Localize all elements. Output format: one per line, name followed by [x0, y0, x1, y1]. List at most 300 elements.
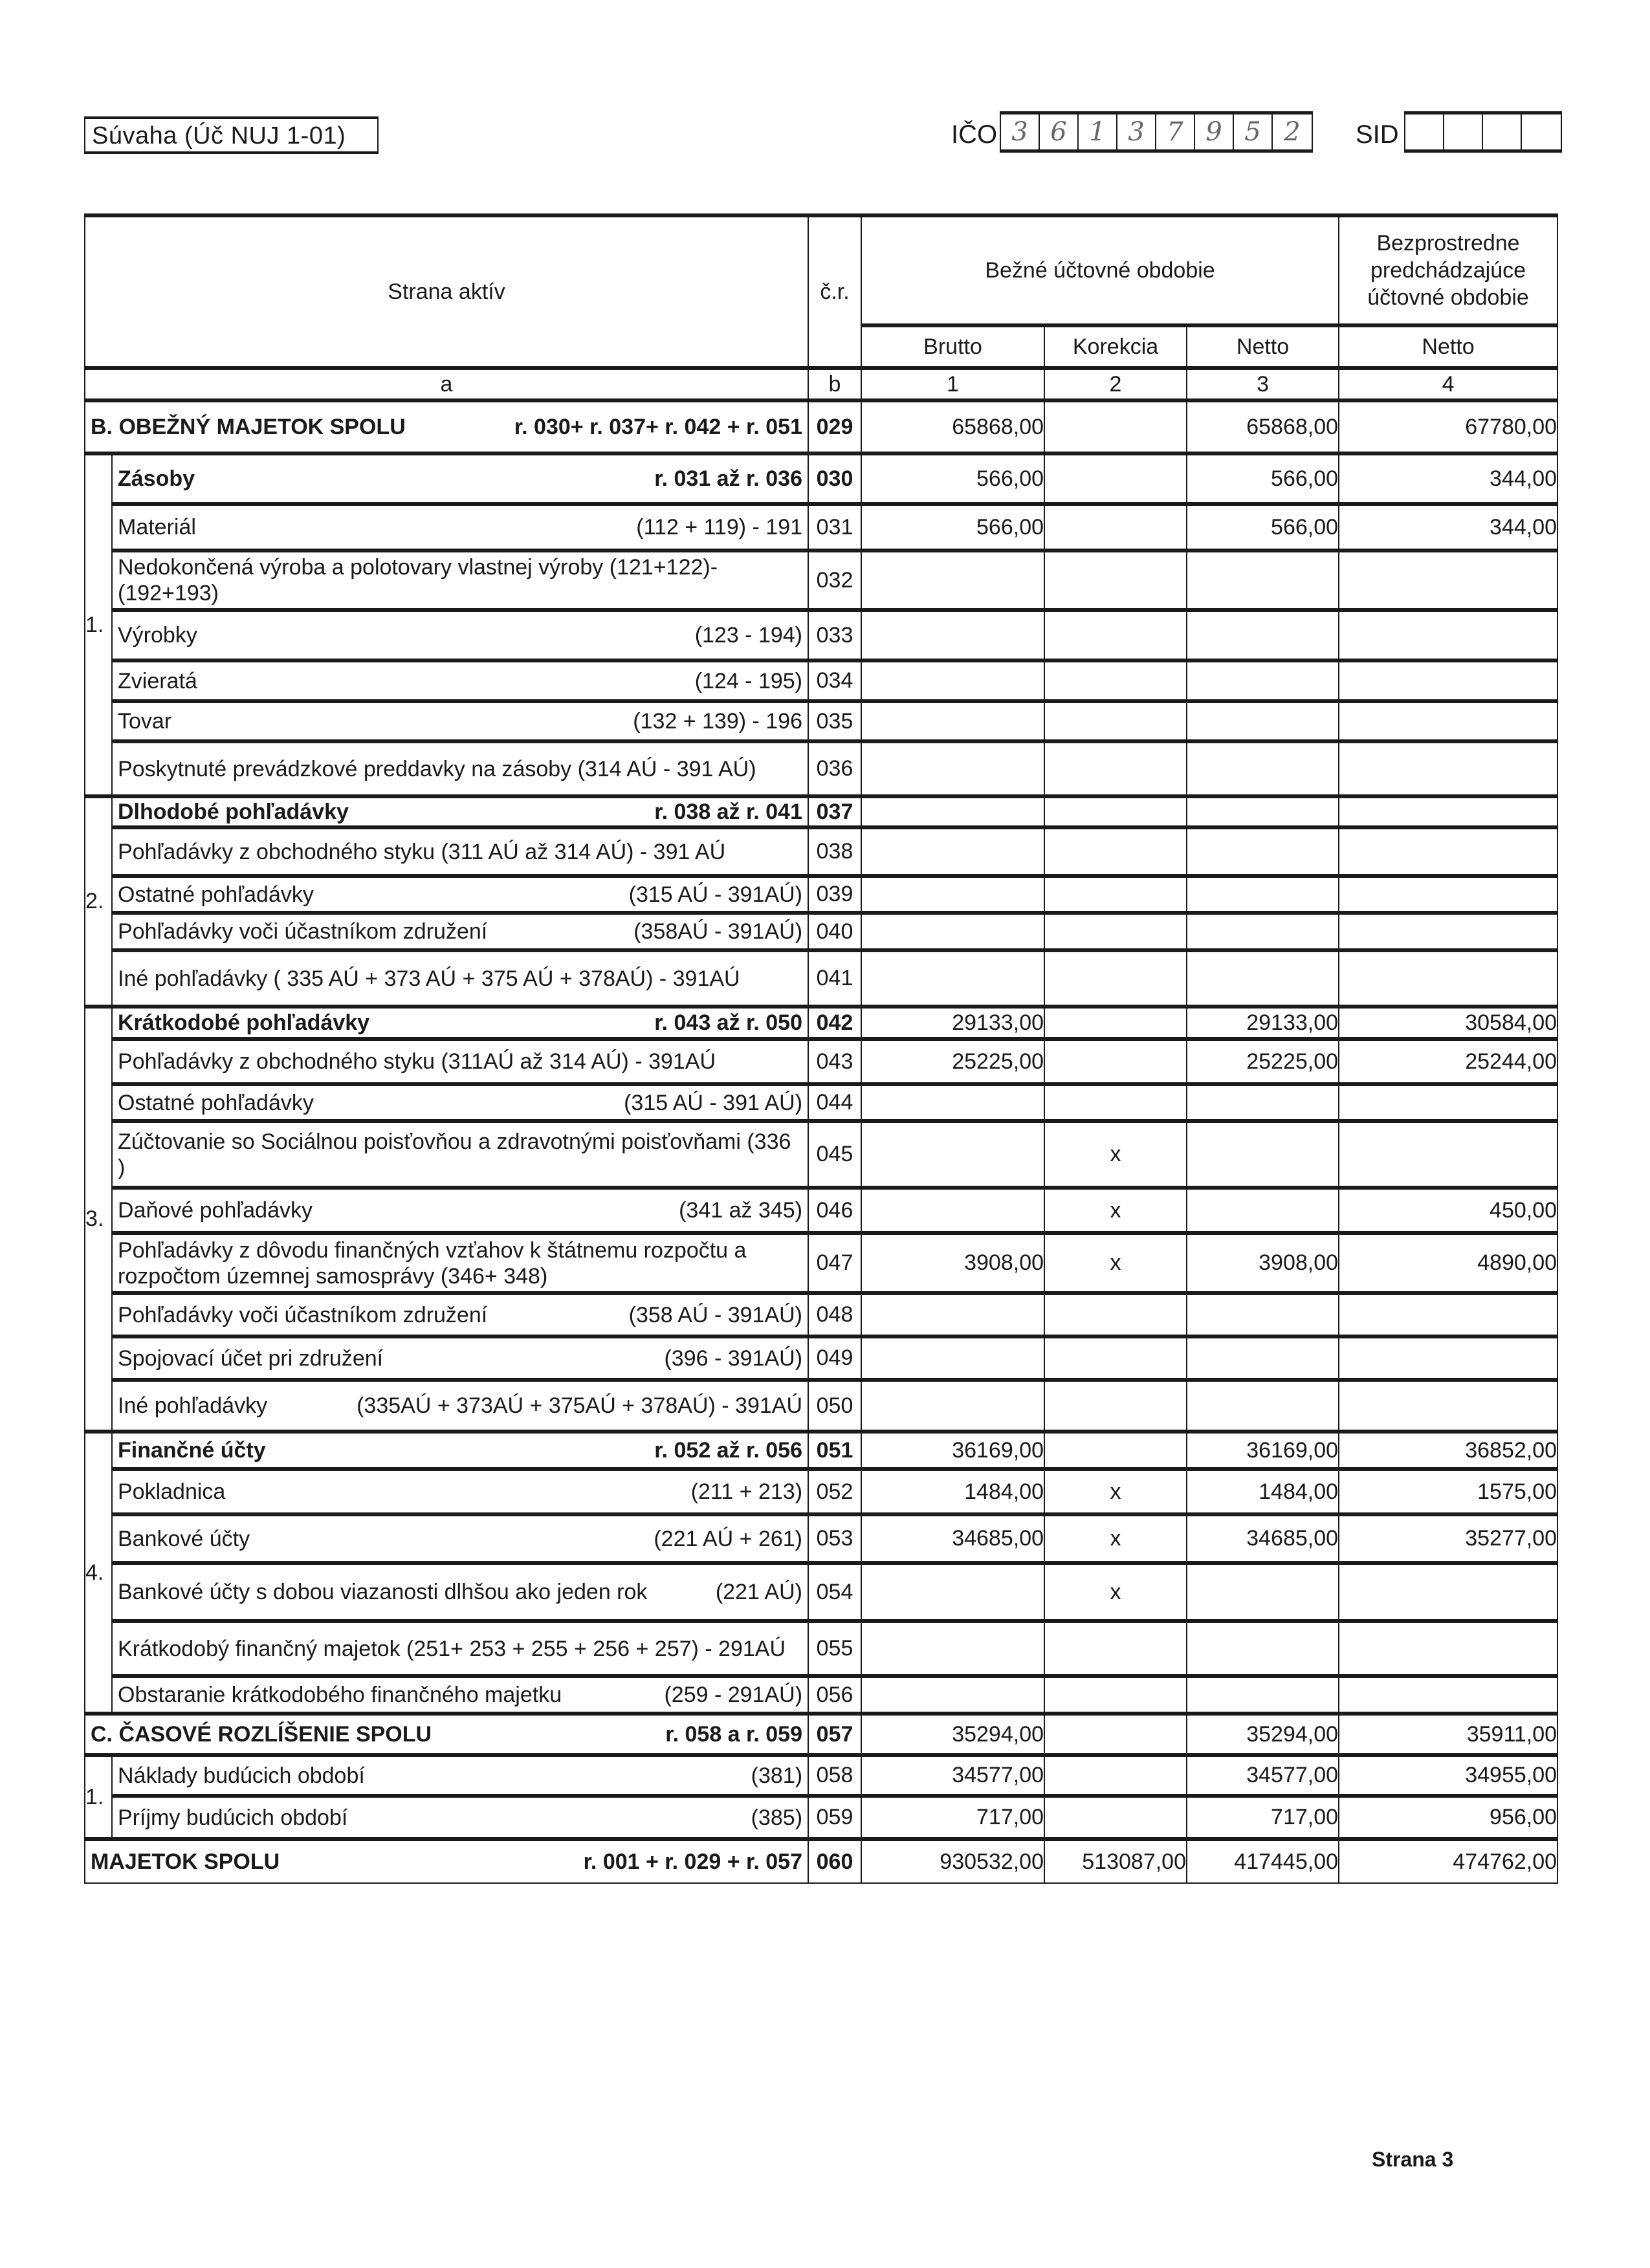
- netto-prev-value[interactable]: [1339, 1563, 1557, 1621]
- row-formula: (381): [751, 1763, 803, 1788]
- table-row: [85, 1714, 1557, 1755]
- table-row: [85, 1432, 1557, 1469]
- row-formula: (335AÚ + 373AÚ + 375AÚ + 378AÚ) - 391AÚ: [357, 1393, 803, 1418]
- col-id-a: a: [85, 368, 808, 400]
- row-label-cell: [112, 1563, 808, 1621]
- row-code: 049: [808, 1336, 861, 1380]
- brutto-value[interactable]: [861, 1084, 1044, 1121]
- row-label: [113, 668, 808, 694]
- row-code: 057: [808, 1714, 861, 1755]
- netto-prev-value[interactable]: [1339, 610, 1557, 660]
- netto-prev-value[interactable]: 956,00: [1339, 1796, 1557, 1839]
- row-code: 040: [808, 913, 861, 950]
- korekcia-value[interactable]: [1044, 660, 1187, 701]
- netto-value[interactable]: [1187, 1293, 1339, 1336]
- brutto-value[interactable]: 34577,00: [861, 1755, 1044, 1796]
- table-row: [85, 1755, 1557, 1796]
- korekcia-value[interactable]: [1044, 610, 1187, 660]
- table-row: [85, 1293, 1557, 1336]
- row-label-cell: [112, 950, 808, 1007]
- brutto-value[interactable]: 29133,00: [861, 1007, 1044, 1039]
- row-label-cell: [112, 1514, 808, 1563]
- row-index: 2.: [85, 796, 112, 1007]
- netto-prev-value[interactable]: 1575,00: [1339, 1469, 1557, 1514]
- row-code: 046: [808, 1188, 861, 1233]
- brutto-value[interactable]: 35294,00: [861, 1714, 1044, 1755]
- table-row: [85, 551, 1557, 610]
- netto-value[interactable]: 3908,00: [1187, 1233, 1339, 1293]
- sid-field[interactable]: [1404, 111, 1562, 153]
- row-index: 1.: [85, 1755, 112, 1839]
- table-row: [85, 1621, 1557, 1676]
- row-code: 045: [808, 1121, 861, 1188]
- korekcia-value[interactable]: [1044, 400, 1187, 453]
- row-label: [113, 1479, 808, 1505]
- row-label: [113, 839, 808, 865]
- korekcia-value[interactable]: x: [1044, 1188, 1187, 1233]
- row-index: 1.: [85, 453, 112, 796]
- row-label: [113, 1579, 808, 1605]
- netto-prev-value[interactable]: 67780,00: [1339, 400, 1557, 453]
- row-label-cell: [112, 1233, 808, 1293]
- korekcia-value[interactable]: [1044, 551, 1187, 610]
- col-id-b: b: [808, 368, 861, 400]
- netto-prev-value[interactable]: [1339, 1676, 1557, 1714]
- row-formula: (259 - 291AÚ): [664, 1683, 803, 1707]
- row-formula: (123 - 194): [694, 623, 803, 648]
- netto-value[interactable]: [1187, 1380, 1339, 1432]
- row-label-cell: [112, 796, 808, 827]
- table-row: [85, 1121, 1557, 1188]
- korekcia-value[interactable]: [1044, 950, 1187, 1007]
- korekcia-value[interactable]: [1044, 741, 1187, 796]
- row-code: 034: [808, 660, 861, 701]
- row-code: 043: [808, 1039, 861, 1084]
- row-formula: r. 030+ r. 037+ r. 042 + r. 051: [514, 415, 803, 439]
- row-formula: r. 031 až r. 036: [654, 466, 803, 491]
- netto-prev-value[interactable]: 35911,00: [1339, 1714, 1557, 1755]
- row-code: 033: [808, 610, 861, 660]
- netto-value[interactable]: 35294,00: [1187, 1714, 1339, 1755]
- netto-value[interactable]: [1187, 1621, 1339, 1676]
- korekcia-value[interactable]: [1044, 1380, 1187, 1432]
- row-label-cell: [112, 610, 808, 660]
- korekcia-value[interactable]: [1044, 453, 1187, 504]
- table-row: [85, 1469, 1557, 1514]
- row-label-text: Iné pohľadávky: [118, 1393, 268, 1418]
- netto-value[interactable]: 65868,00: [1187, 400, 1339, 453]
- netto-prev-value[interactable]: [1339, 660, 1557, 701]
- row-label-cell: [112, 453, 808, 504]
- row-label: [113, 1302, 808, 1328]
- form-title: Súvaha (Úč NUJ 1-01): [84, 116, 379, 154]
- table-row: [85, 827, 1557, 876]
- row-label-text: Zúčtovanie so Sociálnou poisťovňou a zdravotnými poisťovňami (336 ): [118, 1129, 791, 1180]
- brutto-value[interactable]: [861, 1188, 1044, 1233]
- col-id-3: 3: [1187, 368, 1339, 400]
- row-formula: (124 - 195): [694, 668, 803, 693]
- row-formula: (315 AÚ - 391 AÚ): [624, 1090, 803, 1115]
- row-label-text: Ostatné pohľadávky: [118, 882, 314, 907]
- sid-digit[interactable]: [1522, 114, 1561, 149]
- ico-digit[interactable]: 3: [1001, 114, 1040, 149]
- row-label: [113, 882, 808, 908]
- table-row: [85, 1563, 1557, 1621]
- row-label-cell: [112, 1336, 808, 1380]
- netto-value[interactable]: 566,00: [1187, 453, 1339, 504]
- brutto-value[interactable]: 65868,00: [861, 400, 1044, 453]
- row-code: 054: [808, 1563, 861, 1621]
- row-formula: (112 + 119) - 191: [636, 515, 803, 540]
- netto-prev-value[interactable]: 344,00: [1339, 504, 1557, 551]
- netto-prev-value[interactable]: [1339, 876, 1557, 913]
- row-label-text: Náklady budúcich období: [118, 1763, 365, 1788]
- korekcia-value[interactable]: [1044, 913, 1187, 950]
- ico-digit[interactable]: 2: [1284, 117, 1301, 147]
- netto-value[interactable]: [1187, 1121, 1339, 1188]
- brutto-value[interactable]: [861, 827, 1044, 876]
- table-row: [85, 1084, 1557, 1121]
- ico-digit[interactable]: 3: [1117, 114, 1156, 149]
- row-label: [113, 1805, 808, 1831]
- row-label-text: Iné pohľadávky ( 335 AÚ + 373 AÚ + 375 AÚ + 378AÚ) - 391AÚ: [118, 966, 740, 991]
- brutto-value[interactable]: 25225,00: [861, 1039, 1044, 1084]
- netto-prev-value[interactable]: 474762,00: [1339, 1839, 1557, 1883]
- brutto-value[interactable]: [861, 1621, 1044, 1676]
- row-label-text: Pohľadávky z obchodného styku (311 AÚ až 314 AÚ) - 391 AÚ: [118, 839, 726, 864]
- netto-value[interactable]: 34685,00: [1187, 1514, 1339, 1563]
- ico-label: IČO: [951, 120, 998, 149]
- col-id-2: 2: [1044, 368, 1187, 400]
- header-brutto: Brutto: [861, 325, 1044, 368]
- netto-value[interactable]: [1187, 1336, 1339, 1380]
- table-row: [85, 453, 1557, 504]
- korekcia-value[interactable]: [1044, 1714, 1187, 1755]
- row-label: [113, 1010, 808, 1036]
- korekcia-value[interactable]: [1044, 1755, 1187, 1796]
- row-label-cell: [112, 876, 808, 913]
- row-label-cell: [112, 1469, 808, 1514]
- row-label-text: Obstaranie krátkodobého finančného majetku: [118, 1683, 562, 1707]
- korekcia-value[interactable]: [1044, 1621, 1187, 1676]
- row-label-cell: [112, 1755, 808, 1796]
- netto-value[interactable]: 717,00: [1187, 1796, 1339, 1839]
- header-previous-period: Bezprostredne predchádzajúce účtovné obdobie: [1339, 215, 1557, 325]
- page-number: Strana 3: [1372, 2148, 1454, 2171]
- row-label-cell: [112, 1621, 808, 1676]
- brutto-value[interactable]: 3908,00: [861, 1233, 1044, 1293]
- korekcia-value[interactable]: [1044, 1084, 1187, 1121]
- korekcia-value[interactable]: [1044, 701, 1187, 741]
- sid-digit[interactable]: [1405, 114, 1444, 149]
- brutto-value[interactable]: [861, 551, 1044, 610]
- row-code: 051: [808, 1432, 861, 1469]
- row-formula: r. 038 až r. 041: [654, 800, 803, 824]
- row-formula: r. 001 + r. 029 + r. 057: [583, 1849, 803, 1874]
- row-label: [85, 1849, 808, 1875]
- row-code: 030: [808, 453, 861, 504]
- brutto-value[interactable]: 717,00: [861, 1796, 1044, 1839]
- row-label: [113, 708, 808, 734]
- row-label-text: Bankové účty s dobou viazanosti dlhšou ako jeden rok: [118, 1580, 648, 1604]
- row-code: 035: [808, 701, 861, 741]
- netto-prev-value[interactable]: [1339, 701, 1557, 741]
- netto-value[interactable]: 34577,00: [1187, 1755, 1339, 1796]
- brutto-value[interactable]: [861, 701, 1044, 741]
- row-label: [113, 966, 808, 992]
- table-row: [85, 950, 1557, 1007]
- netto-value[interactable]: [1187, 551, 1339, 610]
- brutto-value[interactable]: [861, 1563, 1044, 1621]
- row-label: [113, 1682, 808, 1708]
- brutto-value[interactable]: [861, 1676, 1044, 1714]
- netto-prev-value[interactable]: [1339, 741, 1557, 796]
- netto-value[interactable]: [1187, 1676, 1339, 1714]
- row-label: [113, 1049, 808, 1074]
- row-label: [113, 919, 808, 944]
- brutto-value[interactable]: [861, 1380, 1044, 1432]
- korekcia-value[interactable]: x: [1044, 1514, 1187, 1563]
- netto-value[interactable]: [1187, 610, 1339, 660]
- row-label-cell: [112, 913, 808, 950]
- row-label-cell: [85, 400, 808, 453]
- korekcia-value[interactable]: [1044, 796, 1187, 827]
- header-current-period: Bežné účtovné obdobie: [861, 215, 1339, 325]
- korekcia-value[interactable]: 513087,00: [1044, 1839, 1187, 1883]
- netto-value[interactable]: [1187, 827, 1339, 876]
- korekcia-value[interactable]: [1044, 504, 1187, 551]
- table-row: [85, 796, 1557, 827]
- korekcia-value[interactable]: [1044, 1336, 1187, 1380]
- netto-prev-value[interactable]: [1339, 827, 1557, 876]
- row-label-cell: [112, 701, 808, 741]
- header-side: Strana aktív: [85, 215, 808, 368]
- korekcia-value[interactable]: [1044, 1676, 1187, 1714]
- row-formula: (358AÚ - 391AÚ): [633, 919, 803, 944]
- brutto-value[interactable]: 930532,00: [861, 1839, 1044, 1883]
- netto-prev-value[interactable]: 30584,00: [1339, 1007, 1557, 1039]
- header-netto-prev: Netto: [1339, 325, 1557, 368]
- row-label-cell: [112, 827, 808, 876]
- ico-digit[interactable]: 1: [1079, 114, 1117, 149]
- netto-value[interactable]: [1187, 1084, 1339, 1121]
- row-code: 037: [808, 796, 861, 827]
- ico-digit[interactable]: 6: [1040, 114, 1079, 149]
- netto-prev-value[interactable]: 4890,00: [1339, 1233, 1557, 1293]
- korekcia-value[interactable]: x: [1044, 1469, 1187, 1514]
- row-code: 052: [808, 1469, 861, 1514]
- row-label-text: Zvieratá: [118, 668, 197, 693]
- row-label-cell: [112, 1796, 808, 1839]
- sid-digit[interactable]: [1444, 114, 1483, 149]
- row-label-text: Pokladnica: [118, 1479, 226, 1504]
- netto-prev-value[interactable]: [1339, 1336, 1557, 1380]
- row-label: [85, 414, 808, 440]
- row-label-text: Krátkodobé pohľadávky: [118, 1010, 370, 1035]
- row-label-text: Nedokončená výroba a polotovary vlastnej výroby (121+122)-(192+193): [118, 555, 718, 605]
- row-formula: (341 až 345): [679, 1198, 803, 1223]
- netto-value[interactable]: 36169,00: [1187, 1432, 1339, 1469]
- korekcia-value[interactable]: [1044, 1796, 1187, 1839]
- row-label: [113, 554, 808, 606]
- korekcia-value[interactable]: x: [1044, 1233, 1187, 1293]
- row-label: [113, 1197, 808, 1223]
- netto-prev-value[interactable]: [1339, 1121, 1557, 1188]
- row-label-text: Krátkodobý finančný majetok (251+ 253 + 255 + 256 + 257) - 291AÚ: [118, 1636, 786, 1661]
- row-formula: r. 058 a r. 059: [665, 1722, 803, 1747]
- row-label-text: Dlhodobé pohľadávky: [118, 800, 349, 824]
- netto-prev-value[interactable]: 25244,00: [1339, 1039, 1557, 1084]
- netto-prev-value[interactable]: [1339, 950, 1557, 1007]
- row-formula: (132 + 139) - 196: [633, 709, 803, 734]
- netto-value[interactable]: 566,00: [1187, 504, 1339, 551]
- row-label-text: Bankové účty: [118, 1526, 250, 1551]
- brutto-value[interactable]: [861, 1121, 1044, 1188]
- row-code: 042: [808, 1007, 861, 1039]
- brutto-value[interactable]: [861, 950, 1044, 1007]
- balance-sheet-table: [84, 213, 1558, 1884]
- korekcia-value[interactable]: x: [1044, 1563, 1187, 1621]
- sid-label: SID: [1356, 120, 1399, 149]
- row-label-text: Výrobky: [118, 623, 197, 648]
- netto-value[interactable]: [1187, 796, 1339, 827]
- netto-prev-value[interactable]: [1339, 1084, 1557, 1121]
- brutto-value[interactable]: [861, 876, 1044, 913]
- sid-digit[interactable]: [1483, 114, 1522, 149]
- row-index: 4.: [85, 1432, 112, 1714]
- table-row: [85, 1188, 1557, 1233]
- table-row: [85, 741, 1557, 796]
- korekcia-value[interactable]: [1044, 1432, 1187, 1469]
- row-code: 041: [808, 950, 861, 1007]
- row-label-cell: [112, 551, 808, 610]
- table-row: [85, 504, 1557, 551]
- korekcia-value[interactable]: [1044, 1293, 1187, 1336]
- korekcia-value[interactable]: [1044, 876, 1187, 913]
- netto-prev-value[interactable]: [1339, 551, 1557, 610]
- netto-value[interactable]: [1187, 701, 1339, 741]
- table-row: [85, 610, 1557, 660]
- netto-prev-value[interactable]: 35277,00: [1339, 1514, 1557, 1563]
- row-index: 3.: [85, 1007, 112, 1432]
- row-label-cell: [112, 660, 808, 701]
- brutto-value[interactable]: 34685,00: [861, 1514, 1044, 1563]
- row-label: [113, 466, 808, 492]
- row-label-text: Daňové pohľadávky: [118, 1198, 313, 1223]
- netto-prev-value[interactable]: 36852,00: [1339, 1432, 1557, 1469]
- row-label-cell: [85, 1714, 808, 1755]
- netto-value[interactable]: [1187, 876, 1339, 913]
- brutto-value[interactable]: [861, 1336, 1044, 1380]
- korekcia-value[interactable]: [1044, 827, 1187, 876]
- row-code: 039: [808, 876, 861, 913]
- row-label-text: B. OBEŽNÝ MAJETOK SPOLU: [91, 415, 406, 439]
- netto-value[interactable]: [1187, 913, 1339, 950]
- ico-digit[interactable]: 7: [1156, 114, 1195, 149]
- netto-value[interactable]: [1187, 741, 1339, 796]
- korekcia-value[interactable]: x: [1044, 1121, 1187, 1188]
- row-label: [85, 1721, 808, 1747]
- table-row: [85, 400, 1557, 453]
- netto-prev-value[interactable]: 344,00: [1339, 453, 1557, 504]
- table-row: [85, 1839, 1557, 1883]
- row-formula: (315 AÚ - 391AÚ): [628, 882, 803, 907]
- brutto-value[interactable]: [861, 1293, 1044, 1336]
- korekcia-value[interactable]: [1044, 1007, 1187, 1039]
- row-code: 053: [808, 1514, 861, 1563]
- row-label-cell: [112, 1084, 808, 1121]
- netto-value[interactable]: 29133,00: [1187, 1007, 1339, 1039]
- ico-digit[interactable]: 5: [1234, 114, 1273, 149]
- col-id-1: 1: [861, 368, 1044, 400]
- ico-digit[interactable]: 9: [1195, 114, 1234, 149]
- netto-value[interactable]: [1187, 950, 1339, 1007]
- row-label-text: Finančné účty: [118, 1438, 266, 1463]
- row-label: [113, 1238, 808, 1289]
- table-row: [85, 1514, 1557, 1563]
- table-row: [85, 1039, 1557, 1084]
- brutto-value[interactable]: 566,00: [861, 453, 1044, 504]
- netto-value[interactable]: 417445,00: [1187, 1839, 1339, 1883]
- table-body: [85, 400, 1557, 1883]
- netto-value[interactable]: [1187, 1188, 1339, 1233]
- row-label: [113, 514, 808, 540]
- brutto-value[interactable]: [861, 610, 1044, 660]
- brutto-value[interactable]: 566,00: [861, 504, 1044, 551]
- row-formula: (358 AÚ - 391AÚ): [628, 1302, 803, 1327]
- netto-value[interactable]: 25225,00: [1187, 1039, 1339, 1084]
- ico-field[interactable]: [1000, 111, 1313, 153]
- row-label-text: Pohľadávky z obchodného styku (311AÚ až 314 AÚ) - 391AÚ: [118, 1049, 716, 1074]
- row-label-cell: [112, 1293, 808, 1336]
- row-label-text: Pohľadávky voči účastníkom združení: [118, 919, 488, 944]
- brutto-value[interactable]: 1484,00: [861, 1469, 1044, 1514]
- korekcia-value[interactable]: [1044, 1039, 1187, 1084]
- brutto-value[interactable]: [861, 796, 1044, 827]
- netto-prev-value[interactable]: 450,00: [1339, 1188, 1557, 1233]
- brutto-value[interactable]: [861, 741, 1044, 796]
- row-label-text: Poskytnuté prevádzkové preddavky na zásoby (314 AÚ - 391 AÚ): [118, 756, 756, 781]
- row-code: 059: [808, 1796, 861, 1839]
- netto-prev-value[interactable]: [1339, 1621, 1557, 1676]
- row-label: [113, 1763, 808, 1789]
- netto-prev-value[interactable]: [1339, 1380, 1557, 1432]
- table-row: [85, 913, 1557, 950]
- row-label: [113, 1636, 808, 1662]
- table-row: [85, 660, 1557, 701]
- row-label: [113, 1393, 808, 1419]
- netto-prev-value[interactable]: [1339, 1293, 1557, 1336]
- row-code: 036: [808, 741, 861, 796]
- brutto-value[interactable]: [861, 660, 1044, 701]
- row-code: 032: [808, 551, 861, 610]
- header-korekcia: Korekcia: [1044, 325, 1187, 368]
- netto-prev-value[interactable]: [1339, 796, 1557, 827]
- netto-value[interactable]: [1187, 660, 1339, 701]
- netto-value[interactable]: [1187, 1563, 1339, 1621]
- brutto-value[interactable]: [861, 913, 1044, 950]
- row-label-text: Ostatné pohľadávky: [118, 1090, 314, 1115]
- netto-prev-value[interactable]: 34955,00: [1339, 1755, 1557, 1796]
- brutto-value[interactable]: 36169,00: [861, 1432, 1044, 1469]
- row-label-text: Zásoby: [118, 466, 195, 491]
- netto-prev-value[interactable]: [1339, 913, 1557, 950]
- row-label: [113, 756, 808, 782]
- table-row: [85, 1233, 1557, 1293]
- row-label-text: Tovar: [118, 709, 172, 734]
- netto-value[interactable]: 1484,00: [1187, 1469, 1339, 1514]
- header-row-no: č.r.: [808, 215, 861, 368]
